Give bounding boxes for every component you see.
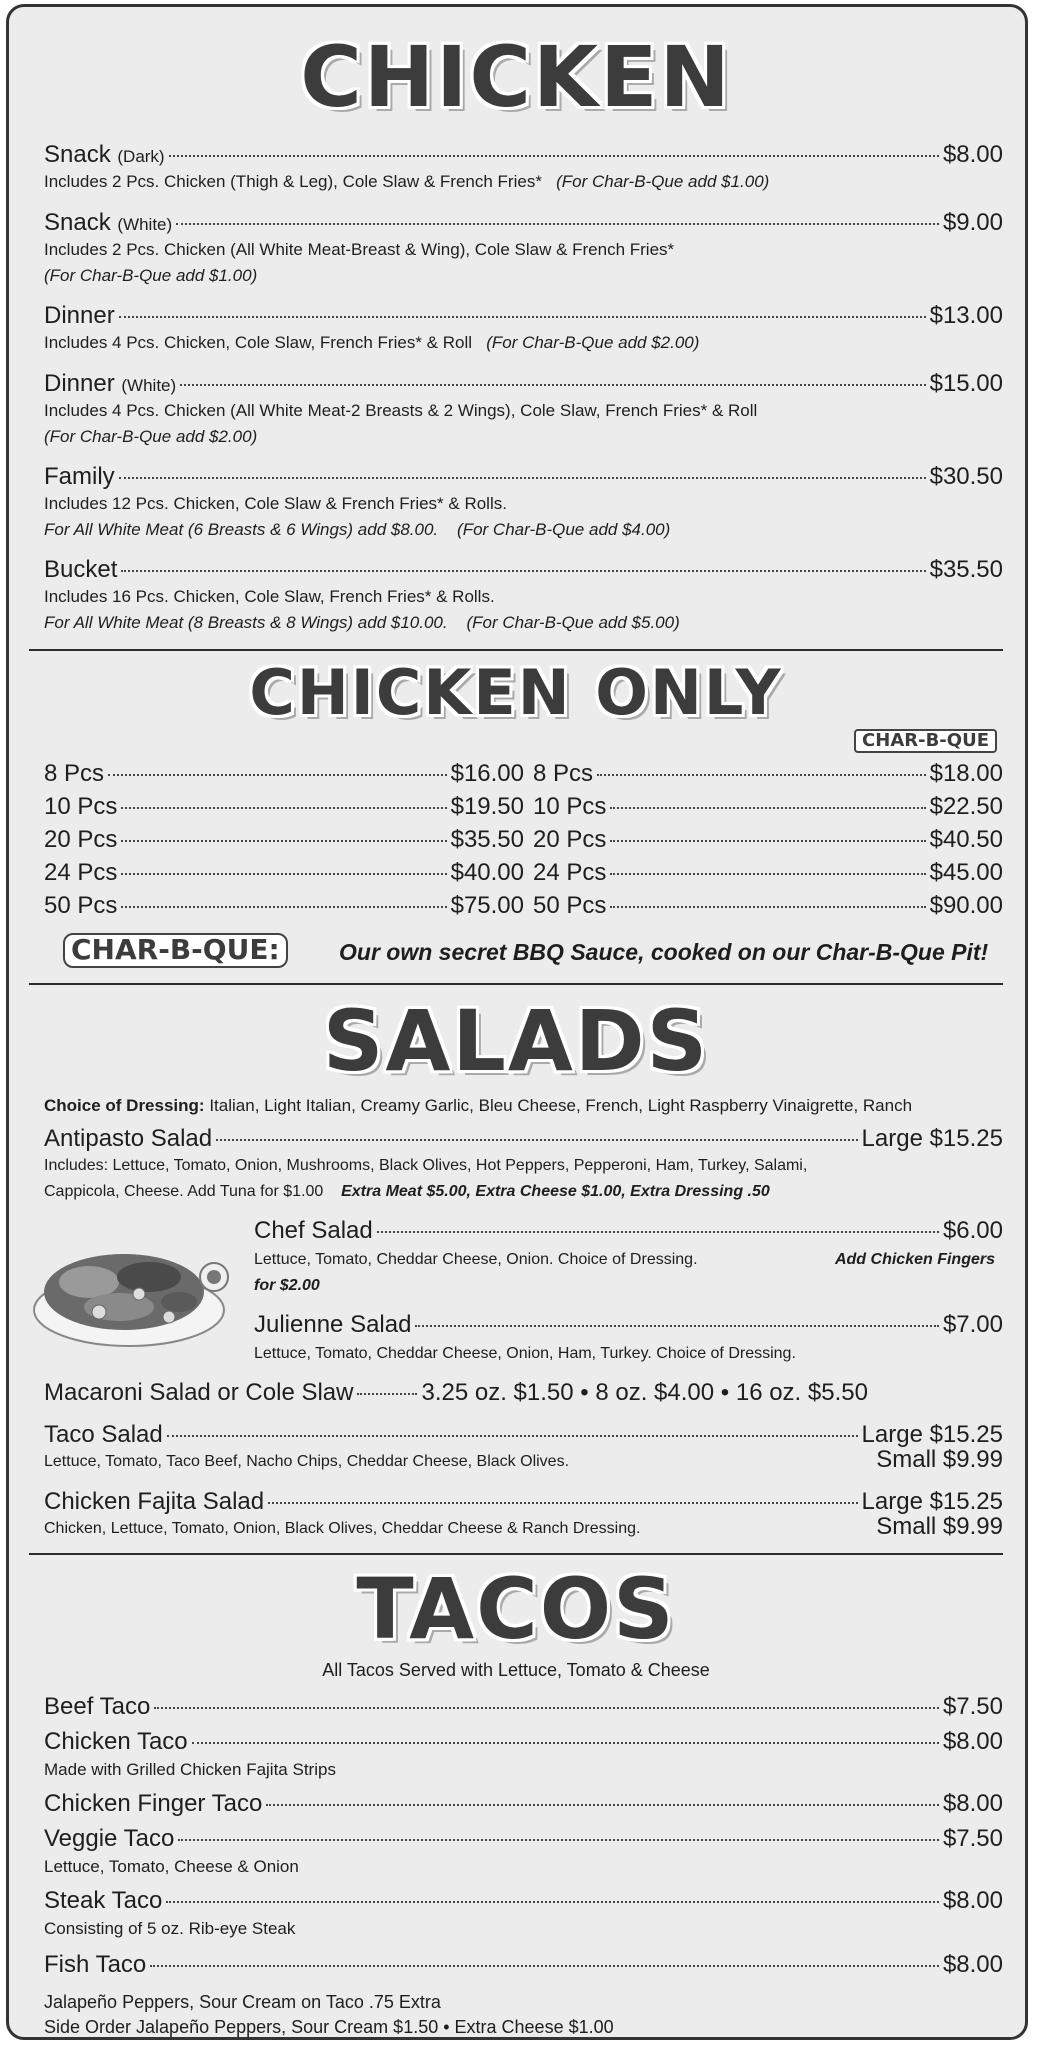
- section-divider: [29, 983, 1003, 985]
- item-description: Includes 4 Pcs. Chicken, Cole Slaw, French Fries* & Roll (For Char-B-Que add $2.00): [44, 333, 700, 352]
- item-price: $7.50: [942, 1693, 1003, 1720]
- list-item: 20 Pcs $40.50: [533, 826, 1003, 853]
- section-title-tacos: TACOS: [356, 1560, 676, 1658]
- item-description: Cappicola, Cheese. Add Tuna for $1.00 Extra Meat $5.00, Extra Cheese $1.00, Extra Dressing .50: [44, 1183, 770, 1200]
- menu-item-chicken-fajita-salad: [44, 1488, 1003, 1516]
- item-price: $8.00: [942, 1728, 1003, 1755]
- item-name: Taco Salad: [44, 1421, 163, 1448]
- item-description: Includes 16 Pcs. Chicken, Cole Slaw, French Fries* & Rolls.: [44, 587, 495, 606]
- item-price: $35.50: [929, 556, 1003, 583]
- list-item: 50 Pcs $75.00: [44, 892, 524, 919]
- item-name: Family: [44, 463, 115, 490]
- item-description: Made with Grilled Chicken Fajita Strips: [44, 1760, 336, 1779]
- dressing-label: Choice of Dressing:: [44, 1096, 205, 1115]
- tacos-side-order-note: Side Order Jalapeño Peppers, Sour Cream $1.50 • Extra Cheese $1.00: [44, 2017, 614, 2037]
- tacos-subtitle: All Tacos Served with Lettuce, Tomato & Cheese: [322, 1660, 710, 1680]
- item-price: $8.00: [942, 1887, 1003, 1914]
- item-name: Beef Taco: [44, 1693, 151, 1720]
- salad-plate-image: [29, 1232, 229, 1352]
- item-name: Veggie Taco: [44, 1825, 175, 1852]
- menu-item-chicken-finger-taco: [44, 1790, 1003, 1818]
- item-price: 3.25 oz. $1.50 • 8 oz. $4.00 • 16 oz. $5.50: [421, 1379, 868, 1406]
- item-name: Macaroni Salad or Cole Slaw: [44, 1379, 354, 1406]
- item-subname: (Dark): [117, 147, 165, 166]
- item-name: Chicken Fajita Salad: [44, 1488, 265, 1515]
- item-price-small: Small $9.99: [876, 1513, 1003, 1540]
- list-item: 24 Pcs $40.00: [44, 859, 524, 886]
- item-description: Lettuce, Tomato, Cheddar Cheese, Onion. Choice of Dressing.: [254, 1251, 698, 1268]
- item-note: (For Char-B-Que add $2.00): [486, 333, 700, 352]
- section-title-chicken-only: CHICKEN ONLY: [249, 656, 783, 729]
- menu-item-julienne-salad: [254, 1311, 1003, 1339]
- list-item: 50 Pcs $90.00: [533, 892, 1003, 919]
- item-subname: (White): [117, 215, 173, 234]
- item-name: Fish Taco: [44, 1951, 147, 1978]
- item-description: Consisting of 5 oz. Rib-eye Steak: [44, 1919, 296, 1938]
- item-note: (For Char-B-Que add $2.00): [44, 427, 258, 446]
- item-description: Includes 2 Pcs. Chicken (Thigh & Leg), Cole Slaw & French Fries* (For Char-B-Que add $1.00): [44, 172, 770, 191]
- item-note: (For Char-B-Que add $1.00): [44, 266, 258, 285]
- item-name: Chicken Finger Taco: [44, 1790, 263, 1817]
- item-price: $6.00: [942, 1217, 1003, 1244]
- menu-item-dinner: [44, 302, 1003, 330]
- item-description: Includes 12 Pcs. Chicken, Cole Slaw & French Fries* & Rolls.: [44, 494, 507, 513]
- item-price: $8.00: [942, 141, 1003, 168]
- item-price: Large $15.25: [861, 1125, 1003, 1152]
- list-item: 20 Pcs $35.50: [44, 826, 524, 853]
- item-subname: (White): [121, 376, 177, 395]
- item-price: $8.00: [942, 1951, 1003, 1978]
- menu-item-antipasto-salad: [44, 1125, 1003, 1153]
- item-description: Lettuce, Tomato, Cheese & Onion: [44, 1857, 299, 1876]
- charbque-column-label: CHAR-B-QUE: [854, 729, 997, 753]
- item-note: Extra Meat $5.00, Extra Cheese $1.00, Extra Dressing .50: [341, 1183, 770, 1200]
- item-name: Julienne Salad: [254, 1311, 412, 1338]
- item-price-small: Small $9.99: [876, 1446, 1003, 1473]
- menu-item-chef-salad: [254, 1217, 1003, 1245]
- item-name: Dinner: [44, 370, 115, 397]
- item-name: Steak Taco: [44, 1887, 163, 1914]
- item-description: Includes 4 Pcs. Chicken (All White Meat-2 Breasts & 2 Wings), Cole Slaw, French Fries* & Roll: [44, 401, 758, 420]
- item-note: For All White Meat (6 Breasts & 6 Wings) add $8.00. (For Char-B-Que add $4.00): [44, 520, 671, 539]
- menu-item-chicken-taco: [44, 1728, 1003, 1756]
- list-item: 24 Pcs $45.00: [533, 859, 1003, 886]
- menu-item-bucket: [44, 556, 1003, 584]
- menu-item-veggie-taco: [44, 1825, 1003, 1853]
- item-description: Includes 2 Pcs. Chicken (All White Meat-Breast & Wing), Cole Slaw & French Fries*: [44, 240, 675, 259]
- list-item: 8 Pcs $18.00: [533, 760, 1003, 787]
- item-price: $13.00: [929, 302, 1003, 329]
- item-price: $15.00: [929, 370, 1003, 397]
- menu-board: [6, 4, 1028, 2040]
- item-note: (For Char-B-Que add $1.00): [556, 172, 770, 191]
- item-name: Dinner: [44, 302, 115, 329]
- item-price-large: Large $15.25: [861, 1488, 1003, 1515]
- menu-item-snack-white: [44, 209, 1003, 237]
- charbque-tag-badge: CHAR-B-QUE:: [63, 933, 288, 968]
- item-description: Chicken, Lettuce, Tomato, Onion, Black Olives, Cheddar Cheese & Ranch Dressing.: [44, 1520, 641, 1537]
- menu-item-beef-taco: [44, 1693, 1003, 1721]
- menu-item-fish-taco: [44, 1951, 1003, 1979]
- list-item: 10 Pcs $22.50: [533, 793, 1003, 820]
- section-divider: [29, 1553, 1003, 1555]
- menu-item-dinner-white: [44, 370, 1003, 398]
- item-price: $30.50: [929, 463, 1003, 490]
- section-divider: [29, 649, 1003, 651]
- menu-item-snack-dark: [44, 141, 1003, 169]
- item-description: Lettuce, Tomato, Taco Beef, Nacho Chips, Cheddar Cheese, Black Olives.: [44, 1453, 570, 1470]
- item-name: Snack: [44, 141, 111, 168]
- item-price: $8.00: [942, 1790, 1003, 1817]
- item-price: $7.00: [942, 1311, 1003, 1338]
- item-price: $9.00: [942, 209, 1003, 236]
- menu-item-taco-salad: [44, 1421, 1003, 1449]
- charbque-tagline: Our own secret BBQ Sauce, cooked on our Char-B-Que Pit!: [339, 939, 989, 965]
- section-title-salads: SALADS: [322, 992, 710, 1090]
- item-price: $7.50: [942, 1825, 1003, 1852]
- menu-item-macaroni-cole-slaw: [44, 1379, 1003, 1407]
- item-note: Add Chicken Fingers: [834, 1251, 995, 1268]
- item-name: Bucket: [44, 556, 118, 583]
- list-item: 10 Pcs $19.50: [44, 793, 524, 820]
- tacos-extras-note: Jalapeño Peppers, Sour Cream on Taco .75 Extra: [44, 1992, 441, 2012]
- item-description: Includes: Lettuce, Tomato, Onion, Mushrooms, Black Olives, Hot Peppers, Pepperoni, Ham, Turkey, Salami,: [44, 1157, 808, 1174]
- dressing-choices: Choice of Dressing: Italian, Light Italian, Creamy Garlic, Bleu Cheese, French, Light Raspberry Vinaigrette, Ranch: [44, 1096, 913, 1115]
- item-description: Lettuce, Tomato, Cheddar Cheese, Onion, Ham, Turkey. Choice of Dressing.: [254, 1345, 796, 1362]
- menu-content: [29, 7, 1003, 2037]
- item-note: For All White Meat (8 Breasts & 8 Wings) add $10.00. (For Char-B-Que add $5.00): [44, 613, 680, 632]
- item-name: Snack: [44, 209, 111, 236]
- item-name: Antipasto Salad: [44, 1125, 213, 1152]
- menu-item-steak-taco: [44, 1887, 1003, 1915]
- item-price-large: Large $15.25: [861, 1421, 1003, 1448]
- list-item: 8 Pcs $16.00: [44, 760, 524, 787]
- section-title-chicken: CHICKEN: [300, 28, 732, 126]
- item-note: for $2.00: [254, 1277, 320, 1294]
- item-name: Chicken Taco: [44, 1728, 188, 1755]
- item-name: Chef Salad: [254, 1217, 373, 1244]
- menu-item-family: [44, 463, 1003, 491]
